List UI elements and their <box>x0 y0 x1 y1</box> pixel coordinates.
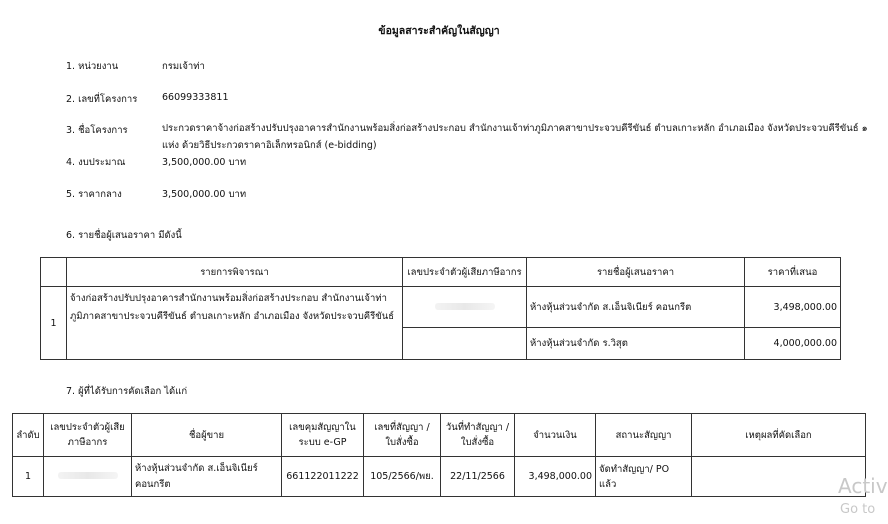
bid-price: 3,498,000.00 <box>745 287 841 328</box>
field-agency-label: 1. หน่วยงาน <box>66 61 119 72</box>
selected-no: 1 <box>13 457 44 497</box>
bidders-table <box>40 257 841 360</box>
selected-egp-no: 661122011222 <box>282 457 364 497</box>
redacted-tax-id <box>403 328 527 360</box>
field-budget-label: 4. งบประมาณ <box>66 157 126 168</box>
selected-col-amount: จำนวนเงิน <box>515 414 596 457</box>
selected-date: 22/11/2566 <box>441 457 515 497</box>
bidders-col-price: ราคาที่เสนอ <box>745 258 841 287</box>
selected-col-no: ลำดับ <box>13 414 44 457</box>
activate-watermark-sub: Go to <box>840 502 876 517</box>
selected-col-vendor: ชื่อผู้ขาย <box>132 414 282 457</box>
selected-vendor: ห้างหุ้นส่วนจำกัด ส.เอ็นจิเนียร์ คอนกรีต <box>132 457 282 497</box>
bidders-item-no: 1 <box>41 287 67 360</box>
field-project-no-label: 2. เลขที่โครงการ <box>66 94 138 105</box>
selected-heading: 7. ผู้ที่ได้รับการคัดเลือก ได้แก่ <box>66 386 188 397</box>
bidders-col-tax-id: เลขประจำตัวผู้เสียภาษีอากร <box>403 258 527 287</box>
bid-price: 4,000,000.00 <box>745 328 841 360</box>
selected-col-egp: เลขคุมสัญญาในระบบ e-GP <box>282 414 364 457</box>
selected-col-status: สถานะสัญญา <box>596 414 692 457</box>
table-row <box>13 457 866 497</box>
selected-amount: 3,498,000.00 <box>515 457 596 497</box>
activate-watermark: Activ <box>838 474 888 498</box>
field-project-name-label: 3. ชื่อโครงการ <box>66 125 128 136</box>
selected-col-contract-no: เลขที่สัญญา / ใบสั่งซื้อ <box>364 414 441 457</box>
field-agency-value: กรมเจ้าท่า <box>162 61 205 72</box>
field-median-price-value: 3,500,000.00 บาท <box>162 189 247 200</box>
field-project-name-value: ประกวดราคาจ้างก่อสร้างปรับปรุงอาคารสำนักงานพร้อมสิ่งก่อสร้างประกอบ สำนักงานเจ้าท่าภูมิภาคสาขาประจวบคีรีขันธ์ ตำบลเกาะหลัก อำเภอเมือง จังหวัดประจวบคีรีขันธ์ ๑ แห่ง ด้วยวิธีประกวดราคาอิเล็กทรอนิกส์ (e-bidding) <box>162 123 868 151</box>
bidder-name: ห้างหุ้นส่วนจำกัด ส.เอ็นจิเนียร์ คอนกรีต <box>527 287 745 328</box>
redacted-tax-id <box>44 457 132 497</box>
redacted-mask <box>435 303 495 310</box>
bidders-col-item: รายการพิจารณา <box>67 258 403 287</box>
redacted-mask <box>58 472 118 479</box>
selected-table <box>12 413 866 497</box>
selected-status: จัดทำสัญญา/ PO แล้ว <box>596 457 692 497</box>
selected-contract-no: 105/2566/พย. <box>364 457 441 497</box>
bidders-col-bidder: รายชื่อผู้เสนอราคา <box>527 258 745 287</box>
selected-col-reason: เหตุผลที่คัดเลือก <box>692 414 866 457</box>
field-project-no-value: 66099333811 <box>162 92 229 103</box>
selected-col-date: วันที่ทำสัญญา / ใบสั่งซื้อ <box>441 414 515 457</box>
bidders-heading: 6. รายชื่อผู้เสนอราคา มีดังนี้ <box>66 230 182 241</box>
table-row <box>41 287 841 328</box>
redacted-tax-id <box>403 287 527 328</box>
document-title: ข้อมูลสาระสำคัญในสัญญา <box>378 25 500 37</box>
field-budget-value: 3,500,000.00 บาท <box>162 157 247 168</box>
bidders-item-desc: จ้างก่อสร้างปรับปรุงอาคารสำนักงานพร้อมสิ่งก่อสร้างประกอบ สำนักงานเจ้าท่าภูมิภาคสาขาประจวบคีรีขันธ์ ตำบลเกาะหลัก อำเภอเมือง จังหวัดประจวบคีรีขันธ์ <box>67 287 403 360</box>
field-median-price-label: 5. ราคากลาง <box>66 189 122 200</box>
bidder-name: ห้างหุ้นส่วนจำกัด ร.วิสุต <box>527 328 745 360</box>
selected-col-tax-id: เลขประจำตัวผู้เสียภาษีอากร <box>44 414 132 457</box>
